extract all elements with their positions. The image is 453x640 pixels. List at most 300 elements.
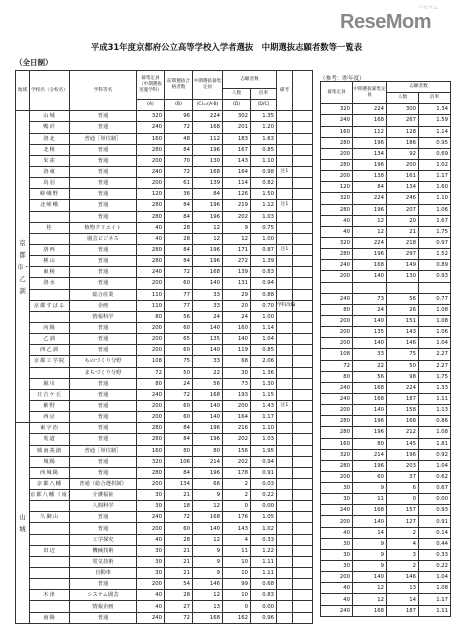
ratio-cell: 1.95 — [251, 445, 277, 456]
prev-count-cell: 187 — [387, 393, 419, 404]
prev-count-cell: 200 — [387, 159, 419, 170]
ratio-cell: 1.03 — [251, 211, 277, 222]
applicant-count-cell: 302 — [223, 111, 251, 122]
prev-ratio-cell: 1.04 — [419, 572, 451, 583]
prev-mid-capacity-cell: 196 — [353, 204, 387, 215]
prev-ratio-cell: 0.97 — [419, 237, 451, 248]
prev-count-cell: 21 — [387, 226, 419, 237]
prev-ratio-cell: 1.75 — [419, 371, 451, 382]
ratio-cell: 1.43 — [251, 400, 277, 411]
prev-capacity-cell: 280 — [321, 137, 353, 148]
prev-capacity-cell: 280 — [321, 159, 353, 170]
prev-table-row — [321, 282, 451, 293]
table-row — [16, 412, 313, 423]
prev-capacity-cell: 40 — [321, 527, 353, 538]
blank-cell — [293, 568, 313, 579]
prev-ratio-cell: 1.04 — [419, 460, 451, 471]
mid-capacity-cell: 22 — [193, 367, 223, 378]
prev-table-row — [321, 349, 451, 360]
blank-cell — [293, 278, 313, 289]
prev-ratio-cell: 0.93 — [419, 271, 451, 282]
school-name: 西乙訓 — [30, 345, 70, 356]
prev-ratio-cell: 1.60 — [419, 182, 451, 193]
prev-count-cell: 168 — [387, 416, 419, 427]
prev-count-cell: 20 — [387, 215, 419, 226]
school-name: 田辺 — [30, 545, 70, 556]
prev-ratio-cell: 1.17 — [419, 171, 451, 182]
capacity-cell: 280 — [137, 200, 165, 211]
school-name: 京都すばる — [30, 300, 70, 311]
blank-cell — [293, 545, 313, 556]
school-name: 乙訓 — [30, 334, 70, 345]
mid-capacity-cell: 139 — [193, 178, 223, 189]
table-row — [16, 289, 313, 300]
early-passed-cell: 54 — [165, 579, 193, 590]
dept-name: 園芸ビジネス — [70, 233, 137, 244]
table-row — [16, 445, 313, 456]
dept-name: 普通 — [70, 423, 137, 434]
capacity-cell: 280 — [137, 467, 165, 478]
prev-capacity-cell: 240 — [321, 260, 353, 271]
early-passed-cell: 77 — [165, 289, 193, 300]
early-passed-cell: 60 — [165, 278, 193, 289]
mid-capacity-cell: 9 — [193, 490, 223, 501]
table-row — [16, 322, 313, 333]
prev-count-cell: 130 — [387, 271, 419, 282]
prev-count-cell: 4 — [387, 538, 419, 549]
blank-cell — [293, 556, 313, 567]
prev-ratio-cell: 0.91 — [419, 516, 451, 527]
mid-capacity-cell: 140 — [193, 400, 223, 411]
table-row — [16, 367, 313, 378]
early-passed-cell: 84 — [165, 423, 193, 434]
school-name: 桃山 — [30, 256, 70, 267]
applicant-count-cell: 12 — [223, 233, 251, 244]
prev-capacity-cell: 280 — [321, 249, 353, 260]
note-cell — [277, 389, 293, 400]
note-cell — [277, 155, 293, 166]
blank-cell — [293, 367, 313, 378]
note-cell — [277, 233, 293, 244]
school-name: 東宇治 — [30, 423, 70, 434]
prev-mid-capacity-cell: 80 — [353, 438, 387, 449]
prev-capacity-cell: 30 — [321, 483, 353, 494]
mid-capacity-cell: 135 — [193, 334, 223, 345]
ratio-cell: 1.10 — [251, 423, 277, 434]
dept-name: 普通 — [70, 389, 137, 400]
early-passed-cell: 84 — [165, 144, 193, 155]
dept-name: 普通 — [70, 189, 137, 200]
applicant-count-cell: 0 — [223, 601, 251, 612]
applicant-count-cell: 143 — [223, 155, 251, 166]
prev-ratio-cell: 0.22 — [419, 561, 451, 572]
early-passed-cell: 72 — [165, 122, 193, 133]
ratio-cell: 1.04 — [251, 334, 277, 345]
prev-ratio-cell: 1.06 — [419, 327, 451, 338]
blank-cell — [293, 222, 313, 233]
capacity-cell: 30 — [137, 545, 165, 556]
prev-count-cell — [387, 282, 419, 293]
mid-capacity-cell: 24 — [193, 311, 223, 322]
prev-table-row — [321, 393, 451, 404]
prev-count-cell: 246 — [387, 193, 419, 204]
prev-capacity-cell: 280 — [321, 416, 353, 427]
mid-capacity-cell: 196 — [193, 256, 223, 267]
mid-capacity-cell: 140 — [193, 345, 223, 356]
early-passed-cell: 84 — [165, 244, 193, 255]
prev-count-cell: 14 — [387, 594, 419, 605]
capacity-cell: 200 — [137, 334, 165, 345]
prev-mid-capacity-cell: 140 — [353, 516, 387, 527]
applicant-count-cell: 156 — [223, 445, 251, 456]
school-name: 京都工学院 — [30, 356, 70, 367]
prev-ratio-cell: 1.59 — [419, 115, 451, 126]
blank-cell — [293, 166, 313, 177]
prev-capacity-cell: 120 — [321, 182, 353, 193]
dept-name: 普通 — [70, 178, 137, 189]
prev-count-cell: 157 — [387, 505, 419, 516]
school-name: 洛水 — [30, 278, 70, 289]
prev-capacity-cell: 200 — [321, 405, 353, 416]
school-name — [30, 601, 70, 612]
early-passed-cell: 21 — [165, 490, 193, 501]
applicant-count-cell: 167 — [223, 144, 251, 155]
prev-count-cell: 3 — [387, 549, 419, 560]
capacity-cell: 200 — [137, 478, 165, 489]
table-row — [16, 467, 313, 478]
note-cell — [277, 478, 293, 489]
prev-ratio-cell: 0.62 — [419, 471, 451, 482]
header-applicants: 志願者数 — [223, 71, 277, 89]
early-passed-cell: 27 — [165, 601, 193, 612]
blank-cell — [293, 456, 313, 467]
prev-ratio-cell: 1.11 — [419, 393, 451, 404]
mid-capacity-cell: 140 — [193, 278, 223, 289]
mid-capacity-cell: 168 — [193, 612, 223, 623]
applicant-count-cell: 68 — [223, 356, 251, 367]
table-row — [16, 144, 313, 155]
prev-mid-capacity-cell: 140 — [353, 271, 387, 282]
prev-count-cell: 2 — [387, 527, 419, 538]
school-name: 山城 — [30, 111, 70, 122]
mid-capacity-cell: 168 — [193, 389, 223, 400]
mid-capacity-cell: 140 — [193, 322, 223, 333]
prev-ratio-cell: 0.92 — [419, 449, 451, 460]
ratio-cell: 0.83 — [251, 590, 277, 601]
blank-cell — [293, 256, 313, 267]
prev-ratio-cell: 1.04 — [419, 338, 451, 349]
blank-cell — [293, 490, 313, 501]
ratio-cell: 0.85 — [251, 144, 277, 155]
prev-ratio-cell: 0.33 — [419, 549, 451, 560]
blank-cell — [293, 155, 313, 166]
ratio-cell: 0.94 — [251, 456, 277, 467]
blank-cell — [293, 590, 313, 601]
applicant-count-cell: 0 — [223, 501, 251, 512]
note-cell — [277, 579, 293, 590]
prev-capacity-cell: 200 — [321, 271, 353, 282]
school-name: 向陽 — [30, 322, 70, 333]
early-passed-cell: 60 — [165, 345, 193, 356]
note-cell — [277, 556, 293, 567]
school-name: 久御山 — [30, 512, 70, 523]
capacity-cell: 200 — [137, 523, 165, 534]
ratio-cell: 1.50 — [251, 189, 277, 200]
capacity-cell: 72 — [137, 367, 165, 378]
ratio-cell: 1.22 — [251, 545, 277, 556]
prev-count-cell: 143 — [387, 327, 419, 338]
prev-table-row — [321, 271, 451, 282]
school-name: 桂 — [30, 222, 70, 233]
header-capacity-sub: (A) — [137, 100, 165, 111]
note-cell — [277, 356, 293, 367]
note-cell — [277, 523, 293, 534]
prev-count-cell: 13 — [387, 583, 419, 594]
prev-count-cell: 127 — [387, 516, 419, 527]
early-passed-cell: 50 — [165, 367, 193, 378]
note-cell — [277, 267, 293, 278]
dept-name: 普通 — [70, 111, 137, 122]
prev-count-cell: 297 — [387, 249, 419, 260]
table-row — [16, 501, 313, 512]
table-row — [16, 534, 313, 545]
applicant-count-cell: 171 — [223, 244, 251, 255]
prev-capacity-cell: 80 — [321, 304, 353, 315]
capacity-cell: 30 — [137, 501, 165, 512]
prev-table-row — [321, 226, 451, 237]
note-cell — [277, 501, 293, 512]
region-yamashiro: 山城 — [16, 423, 30, 624]
blank-cell — [293, 512, 313, 523]
early-passed-cell: 75 — [165, 356, 193, 367]
applicant-count-cell: 99 — [223, 579, 251, 590]
blank-cell — [293, 178, 313, 189]
blank-cell — [293, 501, 313, 512]
school-name: 洛東 — [30, 166, 70, 177]
note-cell — [277, 490, 293, 501]
dept-name: 普通 — [70, 334, 137, 345]
dept-name: ものづくり分野 — [70, 356, 137, 367]
prev-mid-capacity-cell: 12 — [353, 583, 387, 594]
prev-mid-capacity-cell: 112 — [353, 126, 387, 137]
capacity-cell: 110 — [137, 300, 165, 311]
school-name — [30, 311, 70, 322]
capacity-cell: 240 — [137, 512, 165, 523]
capacity-cell: 280 — [137, 244, 165, 255]
region-kyoto: 京都市・乙訓 — [16, 111, 30, 423]
capacity-cell: 200 — [137, 400, 165, 411]
header-early-sub: (B) — [165, 100, 193, 111]
note-cell — [277, 256, 293, 267]
table-row — [16, 222, 313, 233]
ratio-cell: 1.02 — [251, 523, 277, 534]
prev-capacity-cell: 40 — [321, 215, 353, 226]
applicant-count-cell: 9 — [223, 222, 251, 233]
mid-capacity-cell: 146 — [193, 579, 223, 590]
prev-mid-capacity-cell: 12 — [353, 226, 387, 237]
prev-count-cell: 128 — [387, 126, 419, 137]
header-mid-capacity-sub: (C)=(A-B) — [193, 100, 223, 111]
table-row — [16, 400, 313, 411]
prev-table-row — [321, 260, 451, 271]
prev-capacity-cell: 200 — [321, 516, 353, 527]
prev-table-row — [321, 237, 451, 248]
prev-table-row — [321, 494, 451, 505]
applicant-count-cell: 10 — [223, 556, 251, 567]
prev-ratio-cell: 1.06 — [419, 204, 451, 215]
prev-capacity-cell: 40 — [321, 594, 353, 605]
prev-table-row — [321, 516, 451, 527]
ratio-cell: 0.68 — [251, 579, 277, 590]
table-row — [16, 300, 313, 311]
early-passed-cell: 21 — [165, 556, 193, 567]
dept-name: 普通 — [70, 144, 137, 155]
note-cell — [277, 612, 293, 623]
early-passed-cell: 61 — [165, 178, 193, 189]
applicant-count-cell: 20 — [223, 300, 251, 311]
logo-subtext: リセマム — [418, 5, 438, 11]
ratio-cell: 0.00 — [251, 601, 277, 612]
early-passed-cell: 28 — [165, 222, 193, 233]
prev-ratio-cell: 1.52 — [419, 249, 451, 260]
prev-mid-capacity-cell: 196 — [353, 249, 387, 260]
prev-mid-capacity-cell: 224 — [353, 104, 387, 115]
table-row — [16, 200, 313, 211]
mid-capacity-cell: 140 — [193, 412, 223, 423]
mid-capacity-cell: 196 — [193, 144, 223, 155]
mid-capacity-cell: 214 — [193, 456, 223, 467]
prev-ratio-cell: 1.33 — [419, 382, 451, 393]
dept-name: 普通 — [70, 322, 137, 333]
prev-capacity-cell: 320 — [321, 237, 353, 248]
prev-capacity-cell: 30 — [321, 561, 353, 572]
dept-name: 普通 — [70, 456, 137, 467]
table-row — [16, 278, 313, 289]
blank-cell — [293, 233, 313, 244]
prev-header-count: 人数 — [387, 93, 419, 104]
header-blank — [293, 71, 313, 111]
mid-capacity-cell: 168 — [193, 166, 223, 177]
early-passed-cell: 72 — [165, 512, 193, 523]
mid-capacity-cell: 56 — [193, 378, 223, 389]
prev-mid-capacity-cell: 138 — [353, 171, 387, 182]
school-name: 洛西 — [30, 244, 70, 255]
prev-table-row — [321, 471, 451, 482]
blank-cell — [293, 133, 313, 144]
dept-name: 普通 — [70, 434, 137, 445]
prev-mid-capacity-cell: 56 — [353, 371, 387, 382]
table-row — [16, 423, 313, 434]
blank-cell — [293, 478, 313, 489]
applicant-count-cell: 164 — [223, 166, 251, 177]
prev-capacity-cell: 200 — [321, 572, 353, 583]
prev-capacity-cell: 72 — [321, 360, 353, 371]
early-passed-cell: 80 — [165, 445, 193, 456]
header-school: 学校名（分校名） — [30, 71, 70, 111]
dept-name: 機械技術 — [70, 545, 137, 556]
prev-capacity-cell: 108 — [321, 349, 353, 360]
prev-table-row — [321, 527, 451, 538]
prev-capacity-cell: 240 — [321, 393, 353, 404]
prev-mid-capacity-cell: 196 — [353, 460, 387, 471]
dept-name: 普通 — [70, 523, 137, 534]
ratio-cell: 1.10 — [251, 155, 277, 166]
prev-count-cell: 267 — [387, 115, 419, 126]
mid-capacity-cell: 12 — [193, 590, 223, 601]
prev-count-cell: 158 — [387, 405, 419, 416]
prev-ratio-cell: 1.14 — [419, 126, 451, 137]
prev-mid-capacity-cell: 12 — [353, 215, 387, 226]
capacity-cell: 40 — [137, 534, 165, 545]
mid-capacity-cell: 80 — [193, 445, 223, 456]
prev-ratio-cell: 1.08 — [419, 304, 451, 315]
prev-ratio-cell: 0.95 — [419, 137, 451, 148]
table-row — [16, 434, 313, 445]
table-row — [16, 456, 313, 467]
blank-cell — [293, 244, 313, 255]
blank-cell — [293, 378, 313, 389]
prev-count-cell: 146 — [387, 338, 419, 349]
applicant-count-cell: 201 — [223, 122, 251, 133]
blank-cell — [293, 445, 313, 456]
ratio-cell: 1.03 — [251, 434, 277, 445]
applicant-count-cell: 10 — [223, 568, 251, 579]
early-passed-cell: 70 — [165, 155, 193, 166]
applicants-table — [15, 70, 313, 624]
early-passed-cell: 28 — [165, 233, 193, 244]
dept-name: 普通 — [70, 412, 137, 423]
capacity-cell: 200 — [137, 579, 165, 590]
note-cell — [277, 322, 293, 333]
prev-mid-capacity-cell: 224 — [353, 193, 387, 204]
prev-ratio-cell: 0.44 — [419, 538, 451, 549]
early-passed-cell: 60 — [165, 400, 193, 411]
early-passed-cell: 134 — [165, 478, 193, 489]
prev-count-cell: 207 — [387, 204, 419, 215]
table-row — [16, 233, 313, 244]
blank-cell — [293, 111, 313, 122]
dept-name: 人間科学 — [70, 501, 137, 512]
blank-cell — [293, 467, 313, 478]
applicant-count-cell: 2 — [223, 478, 251, 489]
mid-capacity-cell: 12 — [193, 233, 223, 244]
capacity-cell: 280 — [137, 256, 165, 267]
capacity-cell: 80 — [137, 311, 165, 322]
note-cell — [277, 456, 293, 467]
blank-cell — [293, 189, 313, 200]
prev-mid-capacity-cell: 9 — [353, 483, 387, 494]
prev-count-cell: 134 — [387, 182, 419, 193]
capacity-cell: 200 — [137, 345, 165, 356]
capacity-cell: 30 — [137, 556, 165, 567]
early-passed-cell: 56 — [165, 311, 193, 322]
prev-table-row — [321, 104, 451, 115]
ratio-cell: 0.85 — [251, 345, 277, 356]
prev-table-row — [321, 360, 451, 371]
blank-cell — [293, 434, 313, 445]
blank-cell — [293, 311, 313, 322]
applicant-count-cell: 160 — [223, 322, 251, 333]
note-cell — [277, 367, 293, 378]
early-passed-cell: 84 — [165, 434, 193, 445]
early-passed-cell: 60 — [165, 322, 193, 333]
dept-name: 普通（総合選択制） — [70, 478, 137, 489]
header-capacity: 募集定員（中期選抜実施学科） — [137, 71, 165, 100]
prev-capacity-cell: 40 — [321, 226, 353, 237]
capacity-cell: 108 — [137, 356, 165, 367]
blank-cell — [293, 389, 313, 400]
dept-name: 普通 — [70, 166, 137, 177]
